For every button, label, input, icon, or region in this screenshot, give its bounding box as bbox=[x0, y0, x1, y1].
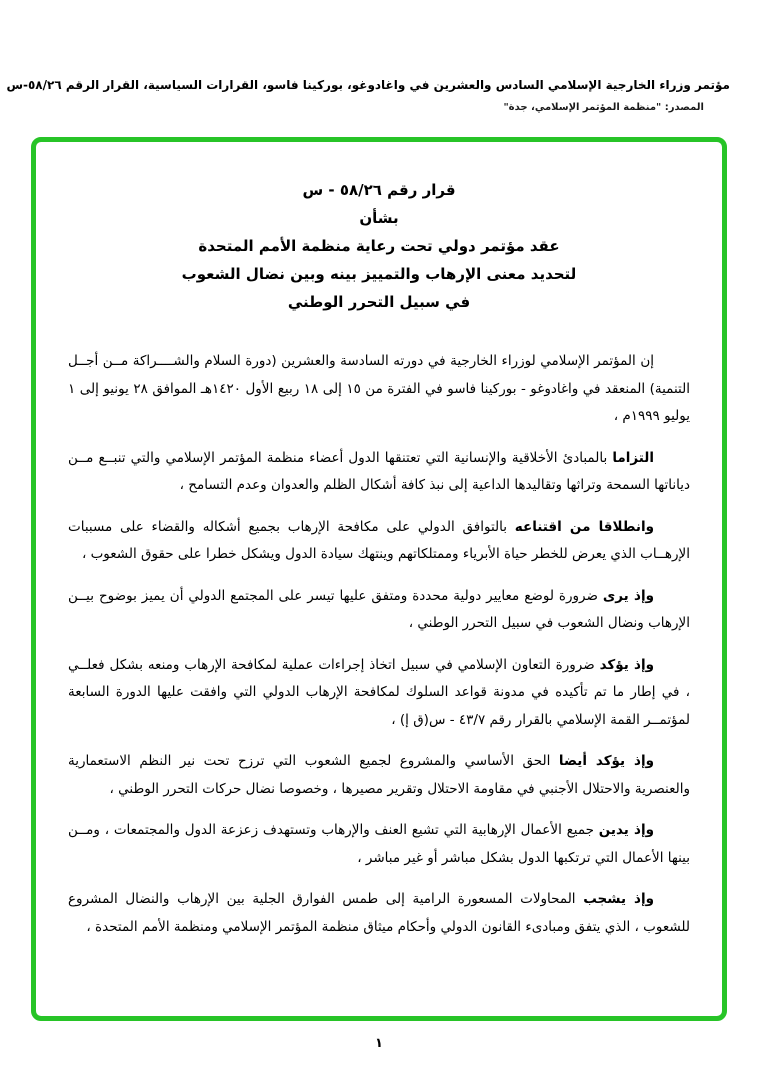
preamble-paragraph-7 bbox=[68, 817, 690, 872]
resolution-number: قرار رقم ٥٨/٢٦ - س bbox=[302, 181, 456, 199]
paragraph-lead: وإذ يرى bbox=[602, 587, 654, 604]
paragraph-lead: وإذ يشجب bbox=[583, 891, 654, 907]
paragraph-text: جميع الأعمال الإرهابية التي تشيع العنف والإرهاب وتستهدف زعزعة الدول والمجتمعات ، ومــن بينها الأعمال التي ترتكبها الدول بشكل مباشر أو غير مباشر ، bbox=[68, 822, 690, 866]
preamble-paragraph-4 bbox=[68, 583, 690, 638]
paragraph-lead: وإذ يدين bbox=[598, 822, 654, 838]
paragraph-text: ضرورة التعاون الإسلامي في سبيل اتخاذ إجراءات عملية لمكافحة الإرهاب ومنعه بشكل فعلــي ، في إطار ما تم تأكيده في مدونة قواعد السلوك لمكافحة الإرهاب الدولي التي وافقت عليها الدورة السابعة لمؤتمــر القمة الإسلامي بالقرار رقم ٤٣/٧ - س(ق إ) ، bbox=[68, 656, 690, 728]
preamble-paragraph-2 bbox=[68, 445, 690, 500]
preamble-paragraph-6 bbox=[68, 748, 690, 803]
document-frame bbox=[31, 137, 727, 1021]
paragraph-text: إن المؤتمر الإسلامي لوزراء الخارجية في دورته السادسة والعشرين (دورة السلام والشــــراكة مــن أجــل التنمية) المنعقد في واغادوغو - بوركينا فاسو في الفترة من ١٥ إلى ١٨ ربيع الأول ١٤٢٠هـ الموافق ٢٨ يونيو إلى ١ يوليو ١٩٩٩م ، bbox=[68, 353, 690, 424]
paragraph-text: ضرورة لوضع معايير دولية محددة ومتفق عليها تيسر على المجتمع الدولي أن يميز بوضوح بيــن الإرهاب ونضال الشعوب في سبيل التحرر الوطني ، bbox=[68, 587, 690, 631]
resolution-title-block bbox=[68, 176, 690, 316]
header-citation: مؤتمر وزراء الخارجية الإسلامي السادس والعشرين في واغادوغو، بوركينا فاسو، القرارات السياسية، القرار الرقم ٥٨/٢٦-س bbox=[6, 78, 730, 92]
paragraph-text: المحاولات المسعورة الرامية إلى طمس الفوارق الجلية بين الإرهاب والنضال المشروع للشعوب ، الذي يتفق ومبادىء القانون الدولي وأحكام ميثاق منظمة المؤتمر الإسلامي ومنظمة الأمم المتحدة ، bbox=[68, 891, 690, 935]
resolution-subject-line-3: في سبيل التحرر الوطني bbox=[287, 293, 471, 311]
page-number: ١ bbox=[375, 1036, 383, 1051]
paragraph-text: بالتوافق الدولي على مكافحة الإرهاب بجميع أشكاله والقضاء على مسببات الإرهــاب الذي يعرض للخطر حياة الأبرياء وممتلكاتهم وينتهك سيادة الدول ويشكل خطرا على حقوق الشعوب ، bbox=[68, 518, 690, 562]
resolution-subject-line-2: لتحديد معنى الإرهاب والتمييز بينه وبين نضال الشعوب bbox=[181, 265, 577, 283]
paragraph-text: الحق الأساسي والمشروع لجميع الشعوب التي ترزح تحت نير النظم الاستعمارية والعنصرية والاحتلال الأجنبي في مقاومة الاحتلال وتقرير مصيرها ، وخصوصا نضال حركات التحرر الوطني ، bbox=[68, 753, 690, 797]
paragraph-lead: وإذ يؤكد bbox=[599, 656, 654, 673]
preamble-paragraph-3 bbox=[68, 514, 690, 569]
resolution-body bbox=[68, 348, 690, 941]
preamble-paragraph-1 bbox=[68, 348, 690, 431]
document-header bbox=[6, 76, 730, 113]
header-source: المصدر: "منظمة المؤتمر الإسلامي، جدة" bbox=[503, 102, 704, 113]
paragraph-text: بالمبادئ الأخلاقية والإنسانية التي تعتنقها الدول أعضاء منظمة المؤتمر الإسلامي والتي تنبــع مــن دياناتها السمحة وتراثها وتقاليدها الداعية إلى نبذ كافة أشكال الظلم والعدوان وعدم التسامح ، bbox=[68, 449, 690, 493]
paragraph-lead: وإذ يؤكد أيضا bbox=[558, 753, 654, 769]
resolution-subject-line-1: عقد مؤتمر دولي تحت رعاية منظمة الأمم المتحدة bbox=[198, 237, 560, 255]
paragraph-lead: التزاما bbox=[612, 449, 654, 466]
paragraph-lead: وانطلاقا من اقتناعه bbox=[514, 518, 654, 535]
preamble-paragraph-5 bbox=[68, 652, 690, 735]
resolution-regarding: بشأن bbox=[359, 209, 399, 227]
preamble-paragraph-8 bbox=[68, 886, 690, 941]
